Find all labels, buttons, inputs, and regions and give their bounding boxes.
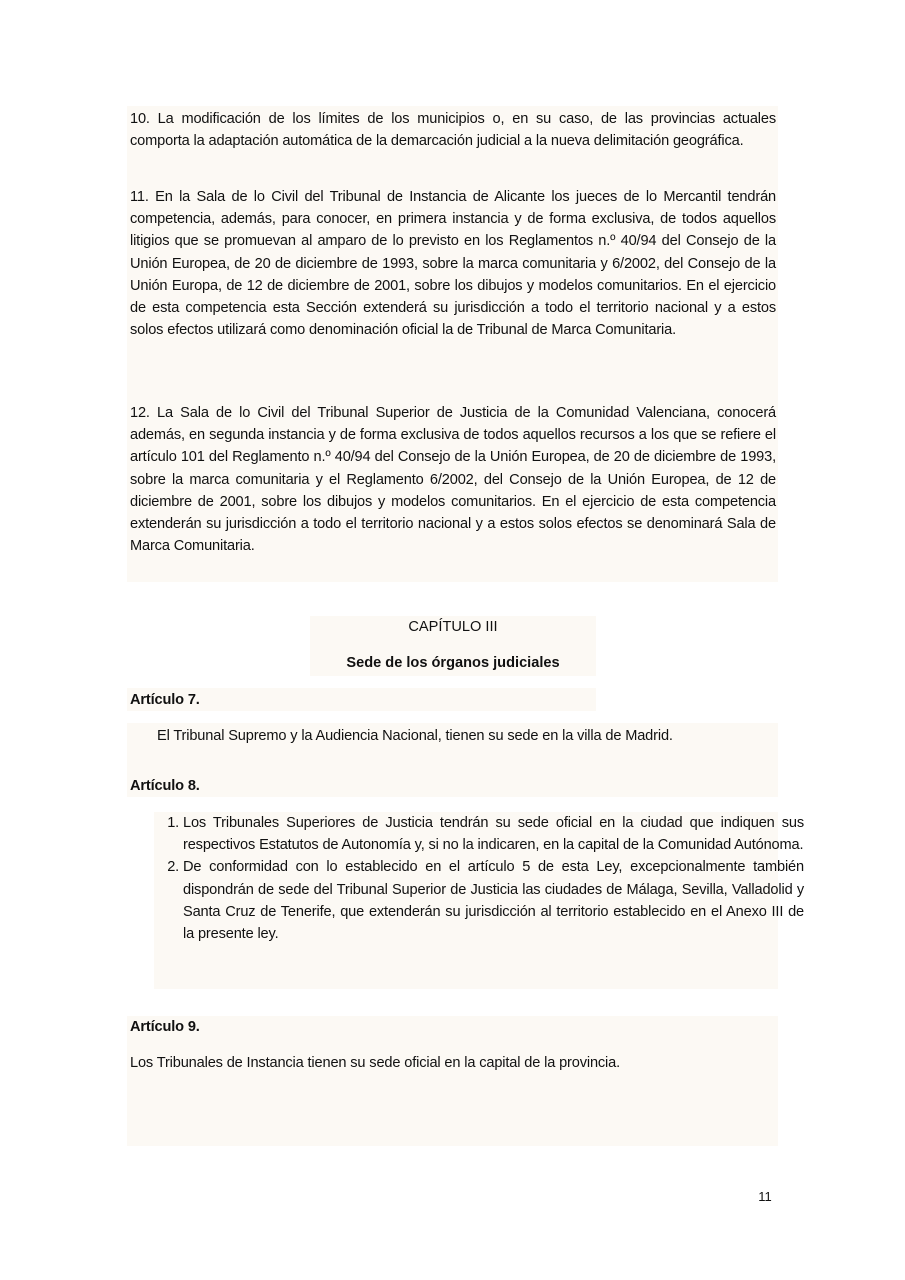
paragraph-11: 11. En la Sala de lo Civil del Tribunal de Instancia de Alicante los jueces de lo Mercantil tendrán competencia, además, para conocer, en primera instancia y de forma exclusiva, de todos aquellos litigios que se promuevan al amparo de lo previsto en los Reglamentos n.º 40/94 del Consejo de la Unión Europea, de 20 de diciembre de 1993, sobre la marca comunitaria y 6/2002, del Consejo de la Unión Europa, de 12 de diciembre de 2001, sobre los dibujos y modelos comunitarios. En el ejercicio de esta competencia esta Sección extenderá su jurisdicción a todo el territorio nacional y a estos solos efectos utilizará como denominación oficial la de Tribunal de Marca Comunitaria. [130,189,776,339]
paragraph-10: 10. La modificación de los límites de los municipios o, en su caso, de las provincias actuales comporta la adaptación automática de la demarcación judicial a la nueva delimitación geográfica. [130,111,776,150]
chapter-number: CAPÍTULO III [408,619,498,635]
article-7-heading: Artículo 7. [130,692,200,708]
article-9-text: Los Tribunales de Instancia tienen su sede oficial en la capital de la provincia. [130,1055,621,1071]
article-9-heading: Artículo 9. [130,1019,200,1035]
list-item: 2. De conformidad con lo establecido en el artículo 5 de esta Ley, excepcionalmente también dispondrán de sede del Tribunal Superior de Justicia las ciudades de Málaga, Sevilla, Valladolid y Santa Cruz de Tenerife, que extenderán su jurisdicción al territorio establecido en el Anexo III de la presente ley. [183,856,804,945]
list-item: 1. Los Tribunales Superiores de Justicia tendrán su sede oficial en la ciudad que indiquen sus respectivos Estatutos de Autonomía y, si no la indicaren, en la capital de la Comunidad Autónoma. [183,812,804,856]
paragraph-12: 12. La Sala de lo Civil del Tribunal Superior de Justicia de la Comunidad Valenciana, conocerá además, en segunda instancia y de forma exclusiva de todos aquellos recursos a los que se refiere el artículo 101 del Reglamento n.º 40/94 del Consejo de la Unión Europea, de 20 de diciembre de 1993, sobre la marca comunitaria y el Reglamento 6/2002, del Consejo de la Unión Europea, de 12 de diciembre de 2001, sobre los dibujos y modelos comunitarios. En el ejercicio de esta competencia extenderán su jurisdicción a todo el territorio nacional y a estos solos efectos se denominará Sala de Marca Comunitaria. [130,405,776,555]
page-number: 11 [758,1189,772,1204]
article-7-text: El Tribunal Supremo y la Audiencia Nacional, tienen su sede en la villa de Madrid. [157,728,673,744]
article-8-list [155,812,804,945]
chapter-title: Sede de los órganos judiciales [346,655,560,671]
article-8-heading: Artículo 8. [130,778,200,794]
